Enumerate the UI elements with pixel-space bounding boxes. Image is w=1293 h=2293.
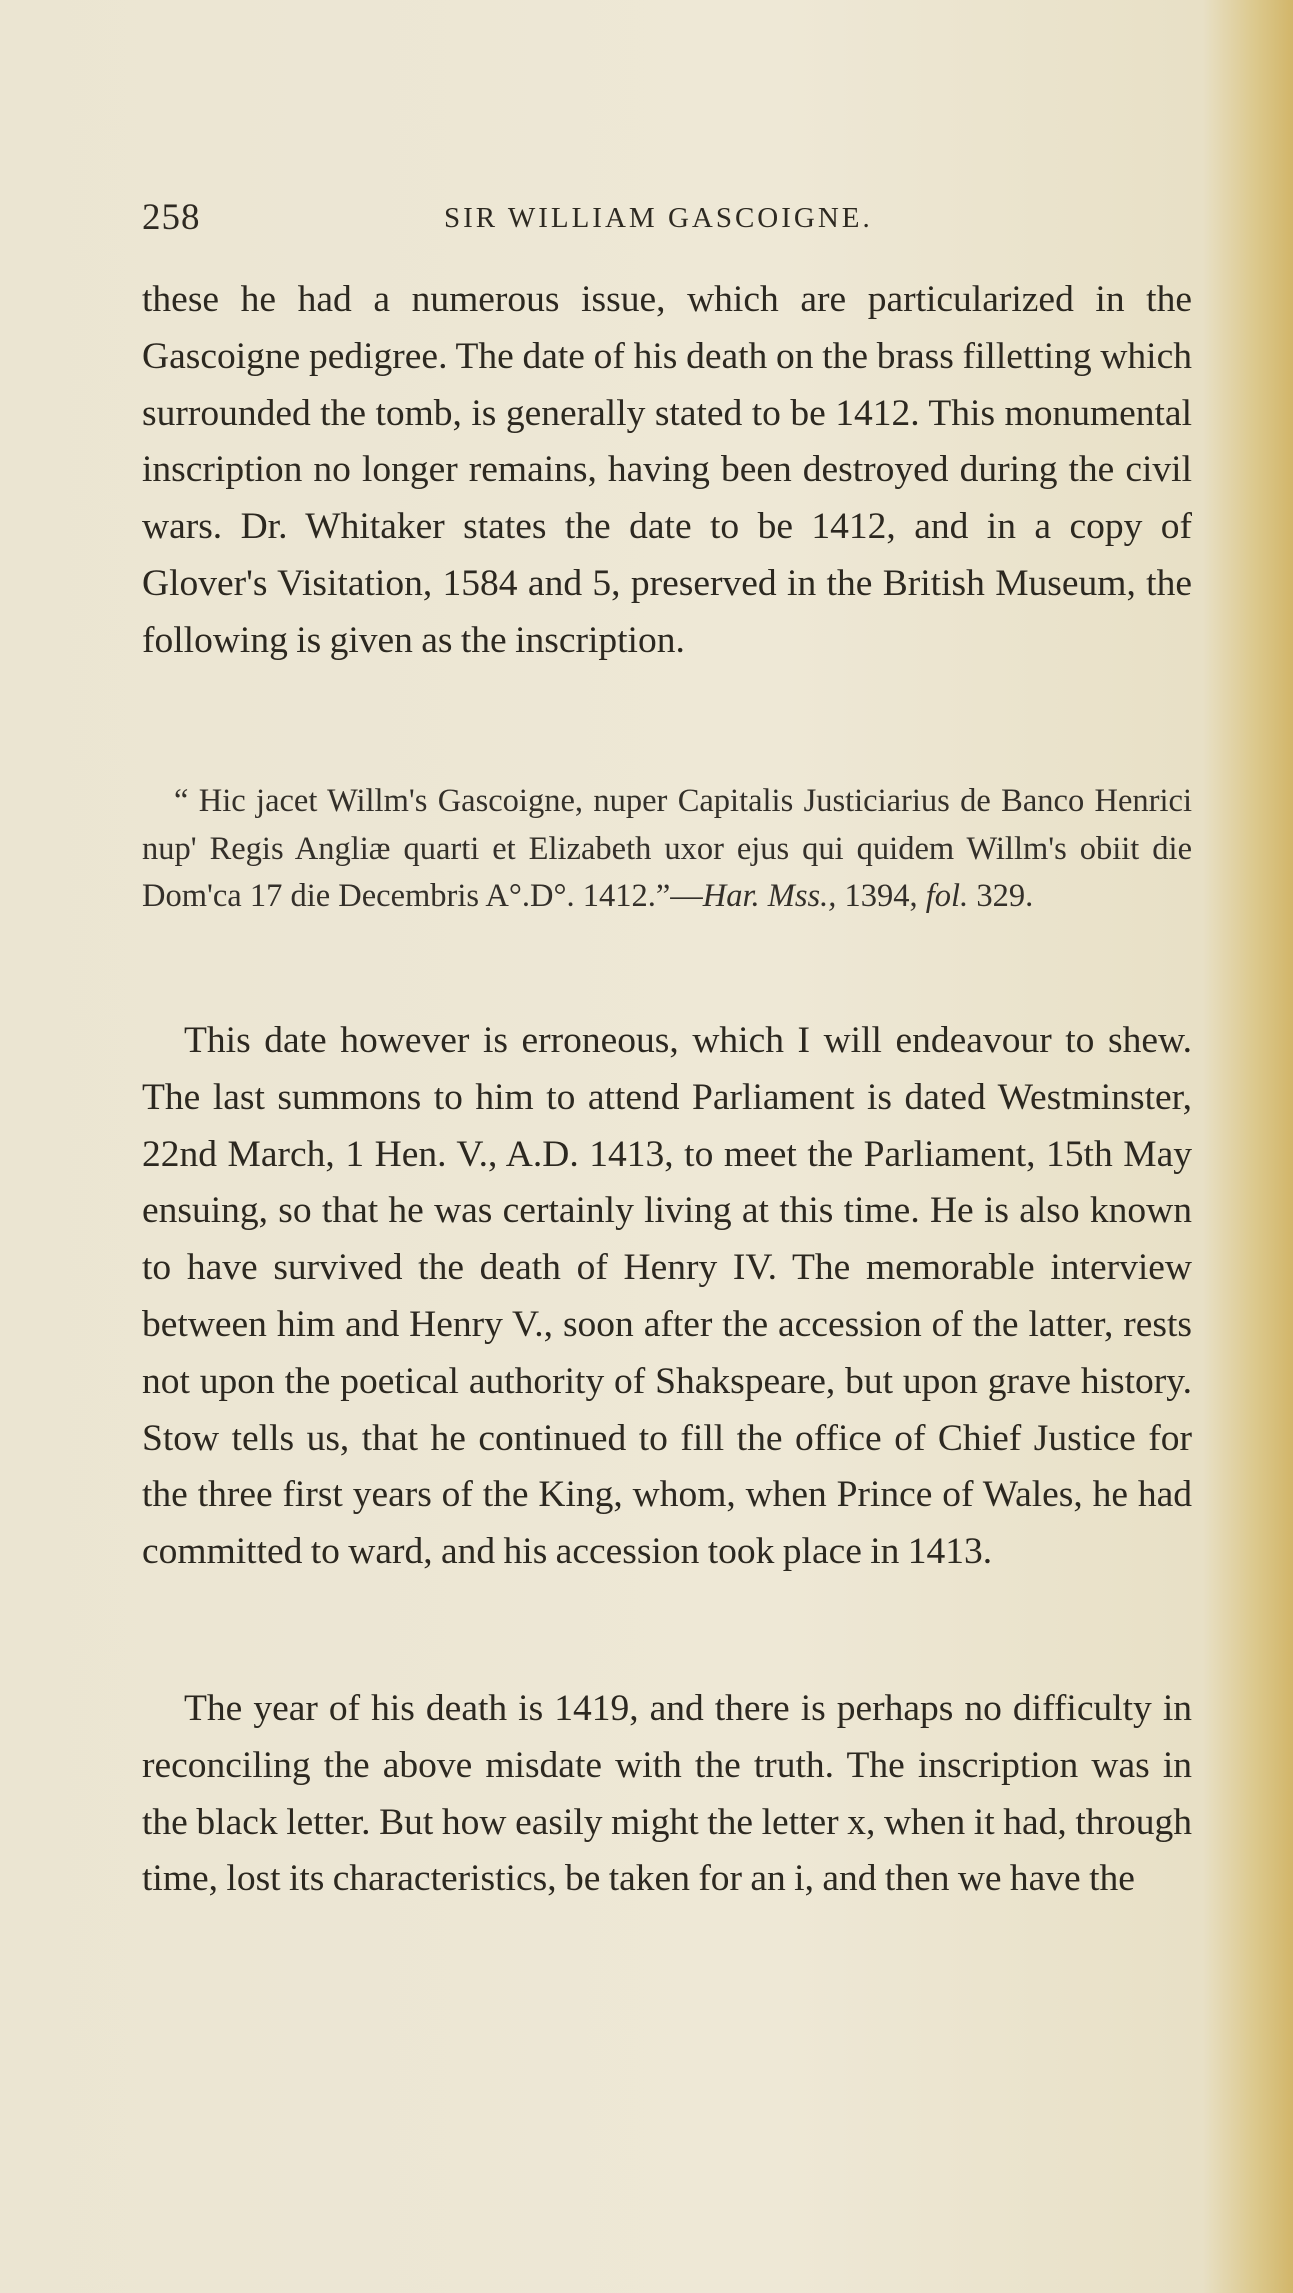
- page-number: 258: [142, 197, 201, 238]
- folio-number: 329.: [968, 878, 1034, 914]
- inscription-text: “ Hic jacet Willm's Gascoigne, nuper Capitalis Justiciarius de Banco Henrici nup' Regis Angliæ quarti et Elizabeth uxor ejus qui quidem Willm's obiit die Dom'ca 17 die Decembris A°.D°. 1412.”—: [142, 783, 1192, 914]
- source-number: 1394,: [836, 878, 926, 914]
- folio-italic: fol.: [925, 878, 969, 914]
- paragraph-3: [142, 1681, 1192, 1908]
- running-title: SIR WILLIAM GASCOIGNE.: [444, 202, 873, 234]
- paragraph-1: [142, 272, 1192, 670]
- paragraph-3-text: The year of his death is 1419, and there is perhaps no difficulty in reconciling the above misdate with the truth. The inscription was in the black letter. But how easily might the letter x, when it had, through time, lost its characteristics, be taken for an i, and then we have the: [142, 1688, 1192, 1900]
- paragraph-2-text: This date however is erroneous, which I will endeavour to shew. The last summons to him to attend Parliament is dated Westminster, 22nd March, 1 Hen. V., A.D. 1413, to meet the Parliament, 15th May ensuing, so that he was certainly living at this time. He is also known to have survived the death of Henry IV. The memorable interview between him and Henry V., soon after the accession of the latter, rests not upon the poetical authority of Shakspeare, but upon grave history. Stow tells us, that he continued to fill the office of Chief Justice for the three first years of the King, whom, when Prince of Wales, he had committed to ward, and his accession took place in 1413.: [142, 1020, 1192, 1573]
- paragraph-1-text: these he had a numerous issue, which are particularized in the Gascoigne pedigree. The date of his death on the brass filletting which surrounded the tomb, is generally stated to be 1412. This monumental inscription no longer remains, having been destroyed during the civil wars. Dr. Whitaker states the date to be 1412, and in a copy of Glover's Visitation, 1584 and 5, preserved in the British Museum, the following is given as the inscription.: [142, 279, 1192, 661]
- source-italic: Har. Mss.,: [702, 878, 837, 914]
- inscription-quote-text: [142, 778, 1192, 921]
- page-header: [142, 196, 1192, 246]
- paragraph-2: [142, 1013, 1192, 1581]
- inscription-quote: [142, 778, 1192, 921]
